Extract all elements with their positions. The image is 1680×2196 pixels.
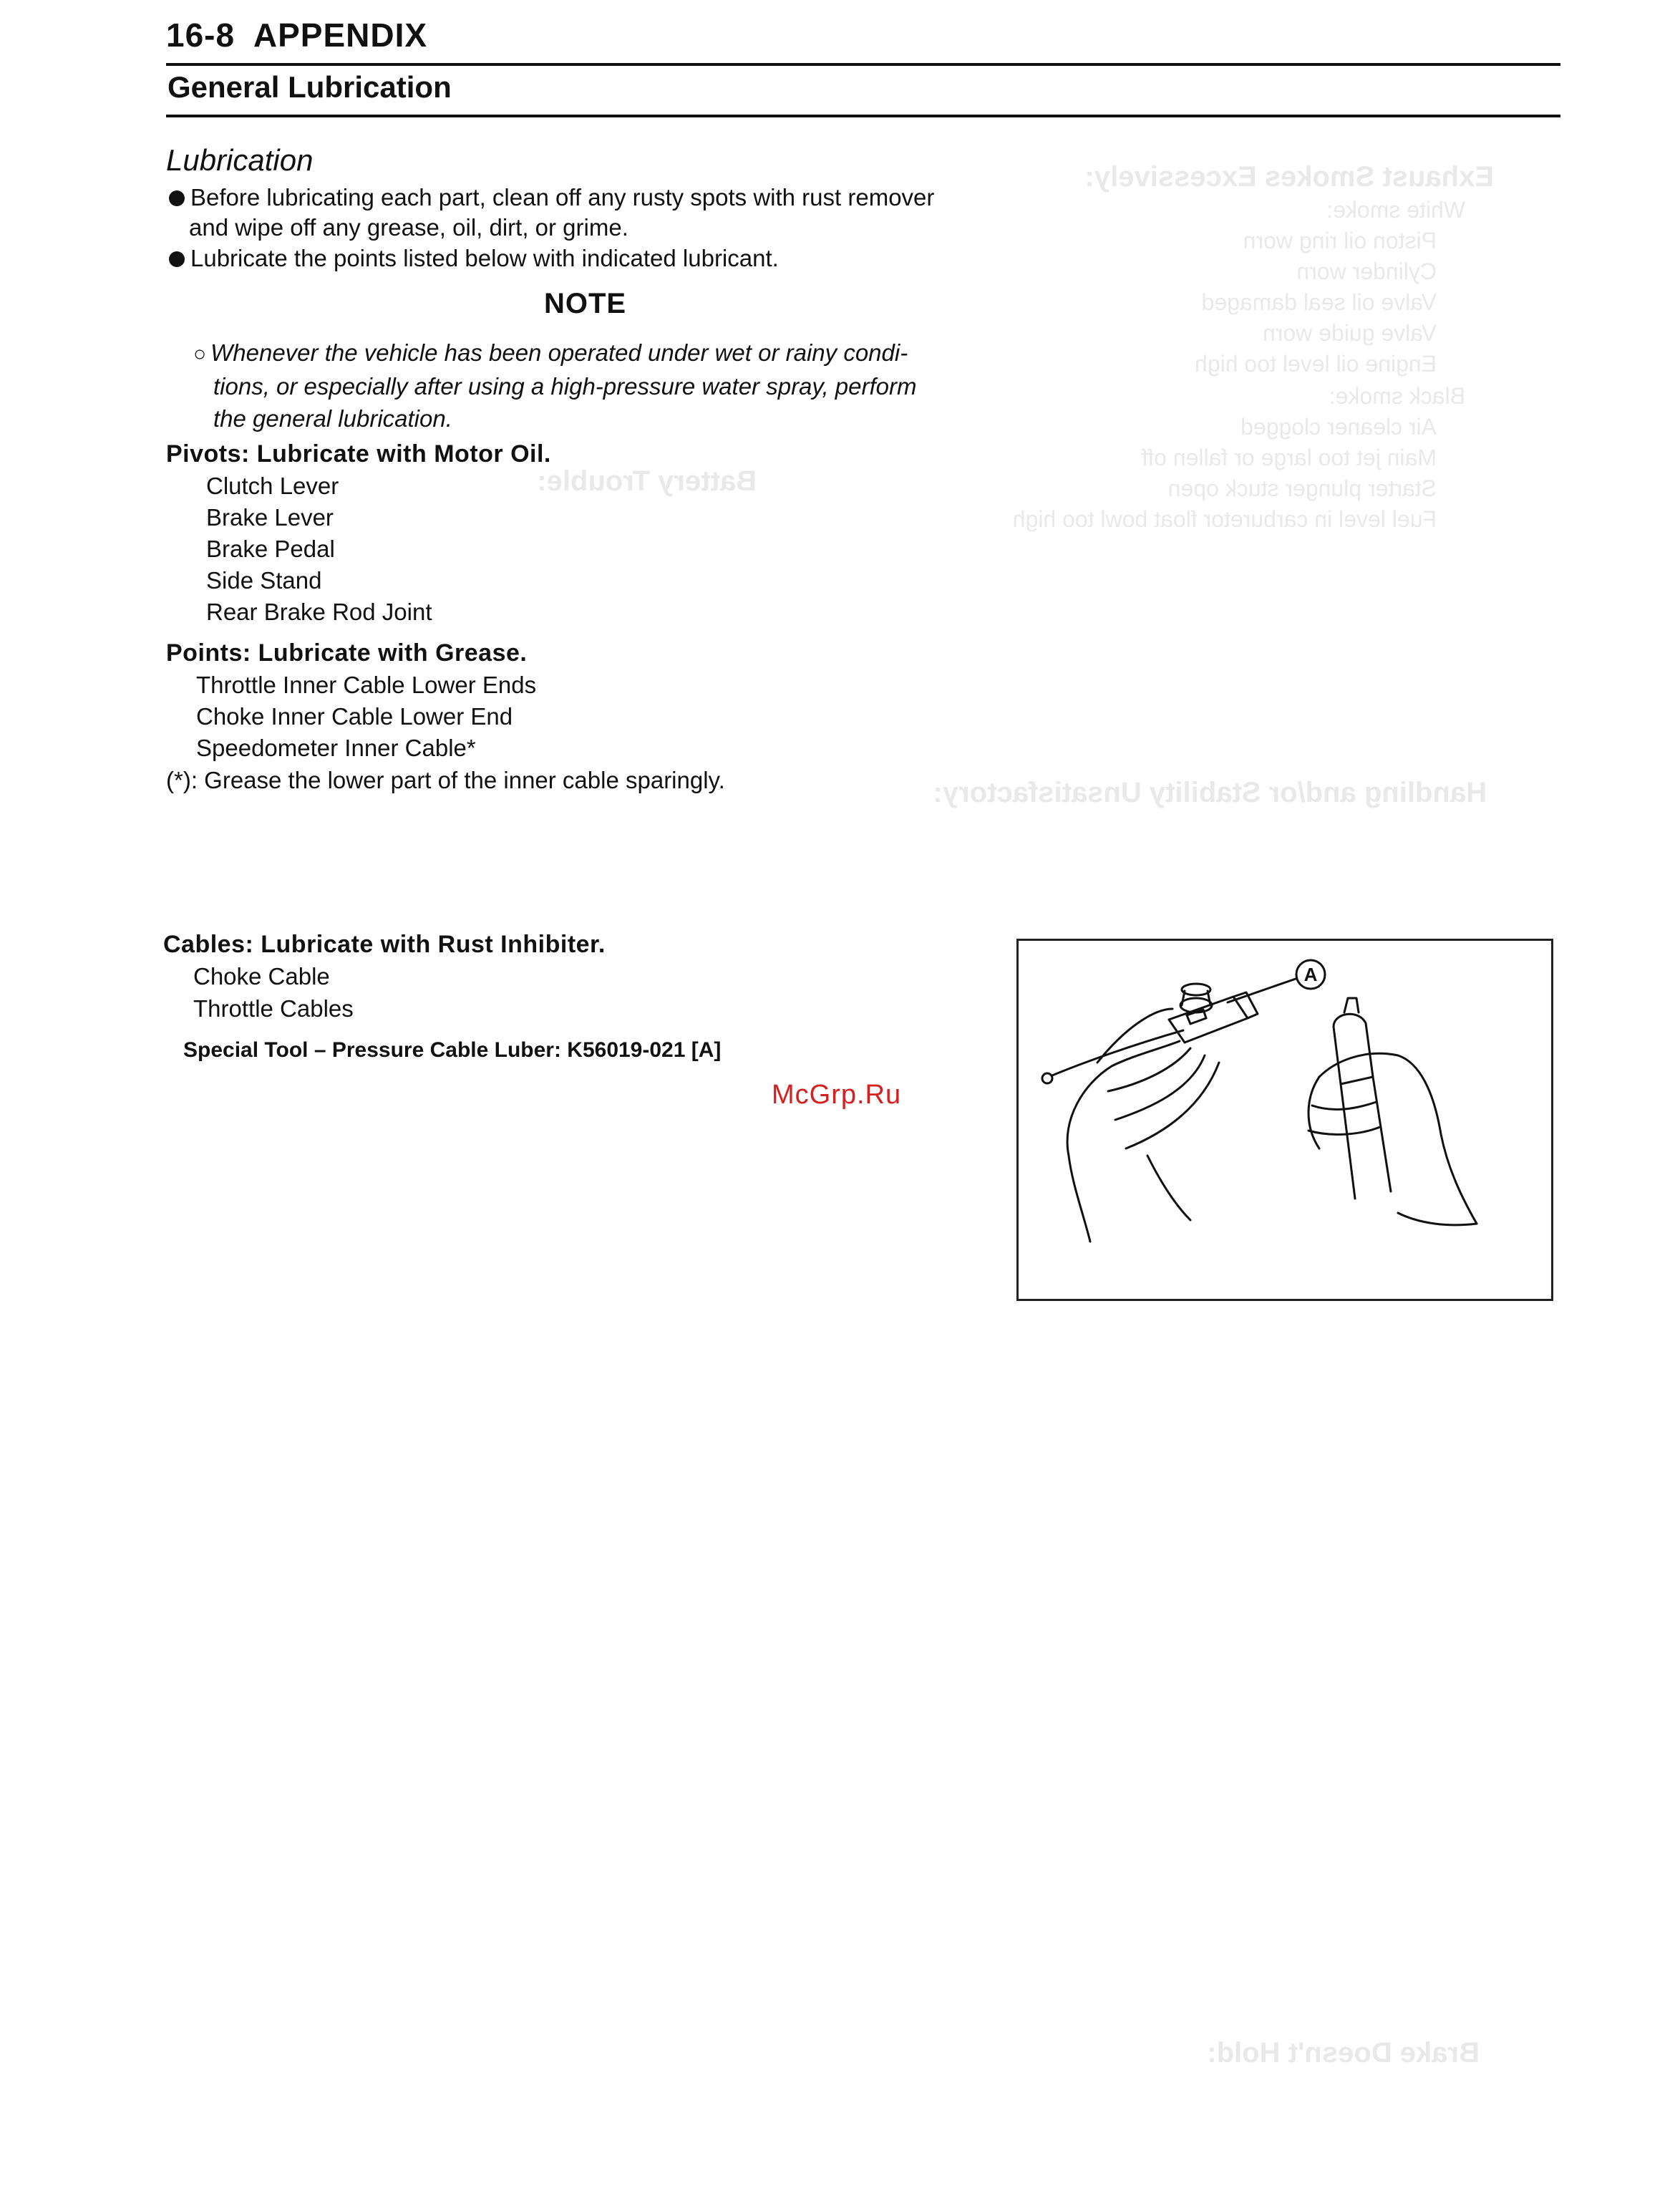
pivot-item: Rear Brake Rod Joint <box>206 599 432 625</box>
note-line: tions, or especially after using a high-pressure water spray, perform <box>213 373 917 400</box>
bleed-line: Engine oil level too high <box>1194 351 1437 377</box>
cable-luber-figure <box>1016 939 1553 1301</box>
page-header <box>166 16 427 54</box>
chapter-title: APPENDIX <box>253 16 428 54</box>
header-rule-top <box>166 63 1560 66</box>
grease-item: Throttle Inner Cable Lower Ends <box>196 672 537 698</box>
bleed-line: Black smoke: <box>1329 383 1465 409</box>
bleed-line: Piston oil ring worn <box>1243 228 1437 253</box>
cable-item: Choke Cable <box>193 963 330 990</box>
bleed-line: Cylinder worn <box>1296 258 1437 284</box>
header-rule-bottom <box>166 115 1560 117</box>
bleed-line: Starter plunger stuck open <box>1167 475 1437 501</box>
bleed-line: Valve guide worn <box>1262 320 1437 346</box>
grease-footnote: (*): Grease the lower part of the inner cable sparingly. <box>166 767 725 793</box>
note-text <box>193 337 1009 435</box>
bleed-line: White smoke: <box>1326 197 1465 223</box>
page-number: 16-8 <box>166 16 236 54</box>
pivot-item: Side Stand <box>206 567 322 594</box>
watermark: McGrp.Ru <box>772 1080 902 1110</box>
pivots-heading: Pivots: Lubricate with Motor Oil. <box>166 440 551 468</box>
cable-item: Throttle Cables <box>193 995 354 1022</box>
special-tool: Special Tool – Pressure Cable Luber: K56019-021 [A] <box>183 1038 722 1062</box>
bleed-line: Main jet too large or fallen off <box>1141 445 1437 470</box>
callout-label: A <box>1303 964 1318 985</box>
bullet-icon <box>169 251 185 267</box>
bleed-line: Air cleaner clogged <box>1240 414 1437 440</box>
bleed-title-4: Brake Doesn't Hold: <box>1207 2037 1480 2069</box>
pivot-item: Brake Pedal <box>206 536 335 562</box>
note-circle-icon: ○ <box>193 342 207 366</box>
grease-item: Speedometer Inner Cable* <box>196 735 476 761</box>
bullet-text: Lubricate the points listed below with indicated lubricant. <box>190 245 779 271</box>
note-line: the general lubrication. <box>213 405 452 432</box>
bullet-clean <box>169 183 934 213</box>
points-heading: Points: Lubricate with Grease. <box>166 639 528 667</box>
cable-luber-illustration <box>1019 941 1551 1299</box>
bleed-title-2: Handling and/or Stability Unsatisfactory: <box>933 777 1487 808</box>
bullet-clean-continued <box>189 213 628 243</box>
bleed-line: Valve oil seal damaged <box>1201 289 1437 315</box>
bleed-title-3: Battery Trouble: <box>537 465 757 497</box>
grease-item: Choke Inner Cable Lower End <box>196 703 513 730</box>
bullet-text: and wipe off any grease, oil, dirt, or grime. <box>189 214 628 241</box>
note-line: ○ Whenever the vehicle has been operated under wet or rainy condi- <box>193 339 908 366</box>
bleed-line: Fuel level in carburetor float bowl too high <box>1012 506 1437 532</box>
bullet-icon <box>169 190 185 206</box>
bleed-title-1: Exhaust Smokes Excessively: <box>1084 161 1494 193</box>
note-title: NOTE <box>544 288 627 319</box>
cables-heading: Cables: Lubricate with Rust Inhibiter. <box>163 931 606 958</box>
section-title: General Lubrication <box>167 70 452 104</box>
lubrication-title: Lubrication <box>166 143 314 177</box>
bullet-lubricate <box>169 243 779 274</box>
pivot-item: Brake Lever <box>206 504 334 531</box>
bullet-text: Before lubricating each part, clean off any rusty spots with rust remover <box>190 184 935 211</box>
pivot-item: Clutch Lever <box>206 473 339 499</box>
